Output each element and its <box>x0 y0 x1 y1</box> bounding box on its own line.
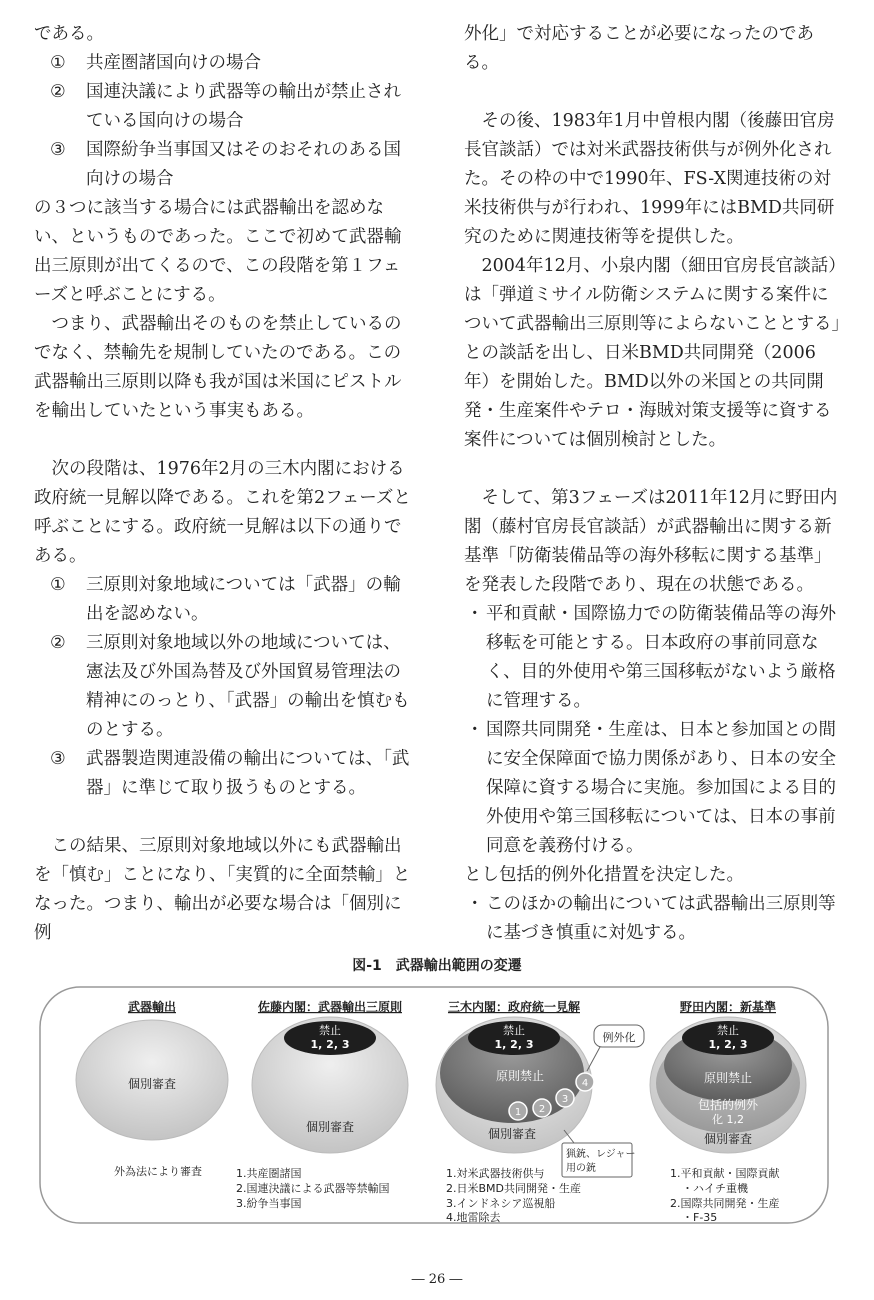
panel-label: 個別審査 <box>305 1120 355 1134</box>
ban-label: 禁止 <box>717 1024 739 1037</box>
ban-label: 禁止 <box>319 1024 341 1037</box>
list-item: ③ 国際紛争当事国又はそのおそれのある国向けの場合 <box>34 136 412 194</box>
callout-text: 猟銃、レジャー <box>566 1149 636 1160</box>
left-column <box>34 20 412 948</box>
list-item: ③ 武器製造関連設備の輸出については、「武器」に準じて取り扱うものとする。 <box>34 745 412 803</box>
list-item: ② 国連決議により武器等の輸出が禁止されている国向けの場合 <box>34 78 412 136</box>
bullet-text: 国際共同開発・生産は、日本と参加国との間に安全保障面で協力関係があり、日本の安全保障に資する場合に実施。参加国による目的外使用や第三国移転については、日本の事前同意を義務付ける。 <box>486 720 836 856</box>
exception-number: 2 <box>538 1104 546 1115</box>
paragraph: この結果、三原則対象地域以外にも武器輸出を「慎む」ことになり、「実質的に全面禁輸」となった。つまり、輸出が必要な場合は「個別に例 <box>34 836 411 943</box>
paragraph: そして、第3フェーズは2011年12月に野田内閣（藤村官房長官談話）が武器輸出に関する新基準「防衛装備品等の海外移転に関する基準」を発表した段階であり、現在の状態である。 <box>464 488 838 595</box>
list-item-text: 三原則対象地域については「武器」の輸出を認めない。 <box>86 575 401 624</box>
principle-label: 原則禁止 <box>495 1069 545 1083</box>
ban-numbers: 1, 2, 3 <box>708 1038 748 1051</box>
panel-note: 2.日米BMD共同開発・生産 <box>446 1182 582 1195</box>
exception-callout-label: 例外化 <box>602 1031 636 1044</box>
bullet-item: ・ 平和貢献・国際協力での防衛装備品等の海外移転を可能とする。日本政府の事前同意なく、目的外使用や第三国移転がないよう厳格に管理する。 <box>466 604 836 711</box>
panel-heading: 野田内閣：新基準 <box>679 1000 777 1014</box>
bullet-text: 平和貢献・国際協力での防衛装備品等の海外移転を可能とする。日本政府の事前同意なく、目的外使用や第三国移転がないよう厳格に管理する。 <box>486 604 836 711</box>
panel-note: ・ハイチ重機 <box>682 1182 748 1195</box>
list-item-text: 国連決議により武器等の輸出が禁止されている国向けの場合 <box>86 82 401 131</box>
bullet-item: ・ このほかの輸出については武器輸出三原則等に基づき慎重に対処する。 <box>466 894 836 943</box>
comprehensive-label: 化 1,2 <box>712 1113 744 1126</box>
panel-label: 個別審査 <box>703 1132 753 1146</box>
paragraph: の３つに該当する場合には武器輸出を認めない、というものであった。ここで初めて武器輸出三原則が出てくるので、この段階を第１フェーズと呼ぶことにする。 <box>34 198 402 305</box>
ban-numbers: 1, 2, 3 <box>310 1038 350 1051</box>
list-item: ① 三原則対象地域については「武器」の輸出を認めない。 <box>34 571 412 629</box>
panel-label: 個別審査 <box>127 1077 177 1091</box>
panel-note: 外為法により審査 <box>114 1165 202 1178</box>
panel-label: 個別審査 <box>487 1127 537 1141</box>
panel-note: 3.インドネシア巡視船 <box>446 1197 556 1210</box>
list-item-text: 武器製造関連設備の輸出については、「武器」に準じて取り扱うものとする。 <box>86 749 410 798</box>
list-item-text: 三原則対象地域以外の地域については、憲法及び外国為替及び外国貿易管理法の精神にのっとり、「武器」の輸出を慎むものとする。 <box>86 633 410 740</box>
figure <box>34 985 834 1225</box>
panel-heading: 三木内閣：政府統一見解 <box>447 1000 581 1014</box>
panel-note: 2.国連決議による武器等禁輸国 <box>236 1182 390 1195</box>
bullet-text: このほかの輸出については武器輸出三原則等に基づき慎重に対処する。 <box>486 894 836 943</box>
paragraph: つまり、武器輸出そのものを禁止しているのでなく、禁輸先を規制していたのである。この武器輸出三原則以降も我が国は米国にピストルを輸出していたという事実もある。 <box>34 314 402 421</box>
panel-note: 1.対米武器技術供与 <box>446 1167 545 1180</box>
paragraph: 外化」で対応することが必要になったのである。 <box>464 24 814 73</box>
panel-heading: 武器輸出 <box>127 1000 177 1014</box>
panel-note: ・F-35 <box>682 1211 718 1224</box>
panel-heading: 佐藤内閣：武器輸出三原則 <box>257 1000 403 1014</box>
exception-number: 1 <box>514 1107 522 1118</box>
page-number: ― 26 ― <box>411 1272 463 1287</box>
paragraph: とし包括的例外化措置を決定した。 <box>464 865 744 885</box>
text-line: である。 <box>34 24 104 44</box>
figure-title: 図-1 武器輸出範囲の変遷 <box>352 958 522 974</box>
paragraph: 次の段階は、1976年2月の三木内閣における政府統一見解以降である。これを第2フェーズと呼ぶことにする。政府統一見解は以下の通りである。 <box>34 459 411 566</box>
callout-text: 用の銃 <box>566 1163 596 1174</box>
ban-numbers: 1, 2, 3 <box>494 1038 534 1051</box>
bullet-item: ・ 国際共同開発・生産は、日本と参加国との間に安全保障面で協力関係があり、日本の安全保障に資する場合に実施。参加国による目的外使用や第三国移転については、日本の事前同意を義務付ける。 <box>466 720 836 856</box>
paragraph: その後、1983年1月中曽根内閣（後藤田官房長官談話）では対米武器技術供与が例外化された。その枠の中で1990年、FS-X関連技術の対米技術供与が行われ、1999年にはBMD共同研究のために関連技術等を提供した。 <box>464 111 835 247</box>
panel-note: 2.国際共同開発・生産 <box>670 1197 780 1210</box>
list-item-text: 共産圏諸国向けの場合 <box>86 53 261 73</box>
comprehensive-label: 包括的例外 <box>697 1098 759 1112</box>
panel-note: 1.共産圏諸国 <box>236 1167 302 1180</box>
exception-number: 4 <box>581 1078 589 1089</box>
list-item-text: 国際紛争当事国又はそのおそれのある国向けの場合 <box>86 140 401 189</box>
paragraph: 2004年12月、小泉内閣（細田官房長官談話）は「弾道ミサイル防衛システムに関する案件について武器輸出三原則等によらないこととする」との談話を出し、日米BMD共同開発（2006年）を開始した。BMD以外の米国との共同開発・生産案件やテロ・海賊対策支援等に資する案件については個別検討とした。 <box>464 256 841 450</box>
panel-note: 3.紛争当事国 <box>236 1197 302 1210</box>
panel-note: 1.平和貢献・国際貢献 <box>670 1167 780 1180</box>
principle-label: 原則禁止 <box>703 1071 753 1085</box>
right-column <box>464 20 842 948</box>
list-item: ① 共産圏諸国向けの場合 <box>34 49 412 78</box>
ban-label: 禁止 <box>503 1024 525 1037</box>
exception-number: 3 <box>561 1094 569 1105</box>
list-item: ② 三原則対象地域以外の地域については、憲法及び外国為替及び外国貿易管理法の精神にのっとり、「武器」の輸出を慎むものとする。 <box>34 629 412 745</box>
panel-note: 4.地雷除去 <box>446 1211 501 1224</box>
